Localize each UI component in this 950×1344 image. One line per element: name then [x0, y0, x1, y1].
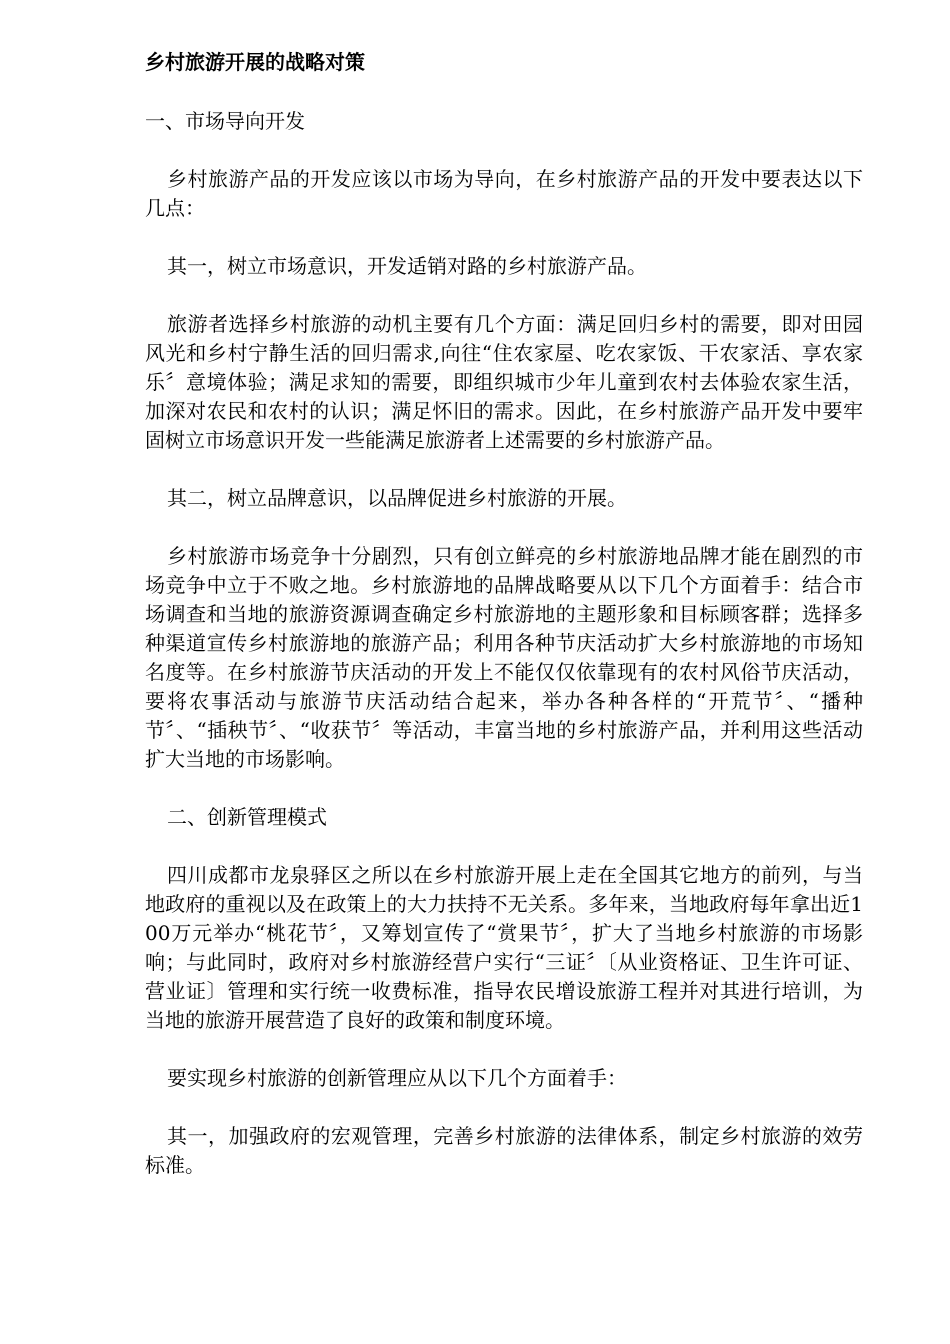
paragraph-point-one: 其一，树立市场意识，开发适销对路的乡村旅游产品。	[167, 254, 647, 278]
paragraph-intro: 乡村旅游产品的开发应该以市场为导向，在乡村旅游产品的开发中要表达以下几点：	[145, 167, 863, 220]
section-heading-market-oriented: 一、市场导向开发	[145, 109, 305, 133]
paragraph-motivation: 旅游者选择乡村旅游的动机主要有几个方面：满足回归乡村的需要，即对田园风光和乡村宁静生活的回归需求,向往“住农家屋、吃农家饭、干农家活、享农家乐〞意境体验；满足求知的需要，即组织城市少年儿童到农村去体验农家生活，加深对农民和农村的认识；满足怀旧的需求。因此，在乡村旅游产品开发中要牢固树立市场意识开发一些能满足旅游者上述需要的乡村旅游产品。	[145, 312, 863, 452]
section-heading-management: 二、创新管理模式	[167, 805, 327, 829]
document-title: 乡村旅游开展的战略对策	[145, 50, 365, 74]
paragraph-longquanyi-case: 四川成都市龙泉驿区之所以在乡村旅游开展上走在全国其它地方的前列，与当地政府的重视以及在政策上的大力扶持不无关系。多年来，当地政府每年拿出近100万元举办“桃花节〞，又筹划宣传了“赏果节〞，扩大了当地乡村旅游的市场影响；与此同时，政府对乡村旅游经营户实行“三证〞〔从业资格证、卫生许可证、营业证〕管理和实行统一收费标准，指导农民增设旅游工程并对其进行培训，为当地的旅游开展营造了良好的政策和制度环境。	[145, 863, 863, 1032]
paragraph-brand-strategy: 乡村旅游市场竞争十分剧烈，只有创立鲜亮的乡村旅游地品牌才能在剧烈的市场竞争中立于不败之地。乡村旅游地的品牌战略要从以下几个方面着手：结合市场调查和当地的旅游资源调查确定乡村旅游地的主题形象和目标顾客群；选择多种渠道宣传乡村旅游地的旅游产品；利用各种节庆活动扩大乡村旅游地的市场知名度等。在乡村旅游节庆活动的开发上不能仅仅依靠现有的农村风俗节庆活动，要将农事活动与旅游节庆活动结合起来，举办各种各样的“开荒节〞、“播种节〞、“插秧节〞、“收获节〞等活动，丰富当地的乡村旅游产品，并利用这些活动扩大当地的市场影响。	[145, 544, 863, 771]
paragraph-management-point-one: 其一，加强政府的宏观管理，完善乡村旅游的法律体系，制定乡村旅游的效劳标准。	[145, 1124, 863, 1177]
paragraph-management-intro: 要实现乡村旅游的创新管理应从以下几个方面着手：	[167, 1066, 627, 1090]
document-body	[145, 48, 863, 1209]
paragraph-point-two: 其二，树立品牌意识，以品牌促进乡村旅游的开展。	[167, 486, 627, 510]
